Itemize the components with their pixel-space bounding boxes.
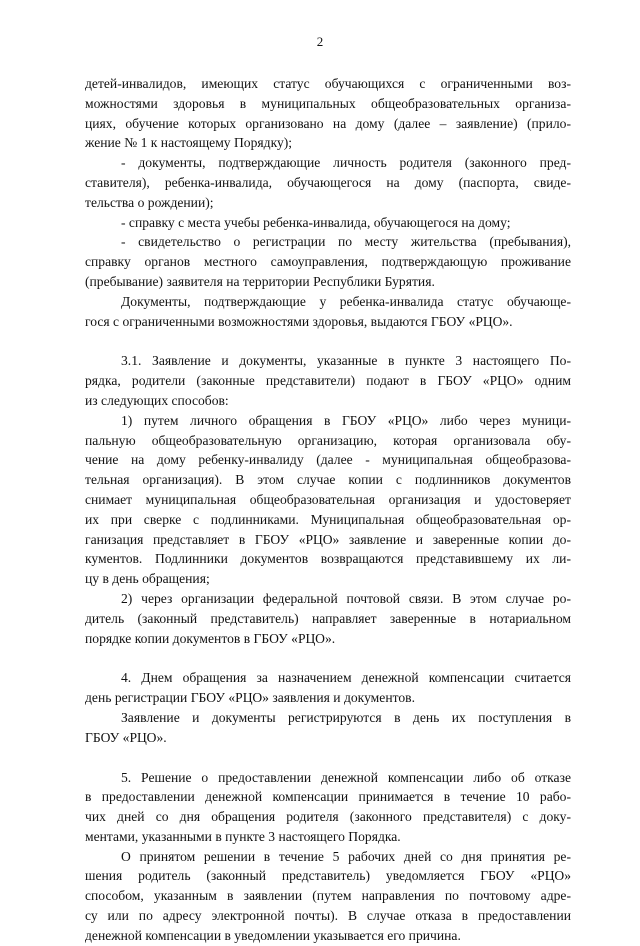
text-line: - документы, подтверждающие личность родителя (законного пред- bbox=[121, 155, 571, 171]
paragraph-gap bbox=[85, 648, 571, 668]
text-line: кументов. Подлинники документов возвращаются представившему их ли- bbox=[85, 551, 571, 567]
text-line: 1) путем личного обращения в ГБОУ «РЦО» либо через муници- bbox=[121, 412, 571, 428]
text-line: чение на дому ребенку-инвалиду (далее - муниципальная общеобразова- bbox=[85, 452, 571, 468]
document-body bbox=[85, 74, 571, 946]
text-line: О принятом решении в течение 5 рабочих дней со дня принятия ре- bbox=[121, 848, 571, 864]
text-line: - справку с места учебы ребенка-инвалида, обучающегося на дому; bbox=[121, 214, 511, 230]
text-line: день регистрации ГБОУ «РЦО» заявления и документов. bbox=[85, 690, 415, 706]
text-line: Заявление и документы регистрируются в день их поступления в bbox=[121, 709, 571, 725]
text-line: 3.1. Заявление и документы, указанные в пункте 3 настоящего По- bbox=[121, 353, 571, 369]
text-line: тельства о рождении); bbox=[85, 194, 214, 210]
text-line: ганизация представляет в ГБОУ «РЦО» заявление и заверенные копии до- bbox=[85, 531, 571, 547]
text-line: снимает муниципальная общеобразовательная организация и удостоверяет bbox=[85, 491, 571, 507]
text-line: Документы, подтверждающие у ребенка-инвалида статус обучающе- bbox=[121, 293, 571, 309]
text-line: - свидетельство о регистрации по месту жительства (пребывания), bbox=[121, 234, 571, 250]
text-line: справку органов местного самоуправления, подтверждающую проживание bbox=[85, 254, 571, 270]
paragraph-gap bbox=[85, 748, 571, 768]
text-line: ментами, указанными в пункте 3 настоящего Порядка. bbox=[85, 828, 401, 844]
text-line: жение № 1 к настоящему Порядку); bbox=[85, 135, 293, 151]
text-line: из следующих способов: bbox=[85, 392, 229, 408]
text-line: их при сверке с подлинниками. Муниципальная общеобразовательная ор- bbox=[85, 511, 571, 527]
text-line: чих дней со дня обращения родителя (законного представителя) с доку- bbox=[85, 809, 571, 825]
text-line: способом, указанным в заявлении (путем направления по почтовому адре- bbox=[85, 888, 571, 904]
text-line: рядка, родители (законные представители) подают в ГБОУ «РЦО» одним bbox=[85, 373, 571, 389]
text-line: ГБОУ «РЦО». bbox=[85, 729, 167, 745]
text-line: су или по адресу электронной почты). В случае отказа в предоставлении bbox=[85, 908, 571, 924]
text-line: денежной компенсации в уведомлении указывается его причина. bbox=[85, 927, 461, 943]
text-line: шения родитель (законный представитель) уведомляется ГБОУ «РЦО» bbox=[85, 868, 571, 884]
page-number: 2 bbox=[316, 34, 324, 49]
text-line: можностями здоровья в муниципальных общеобразовательных организа- bbox=[85, 95, 571, 111]
paragraph-gap bbox=[85, 331, 571, 351]
text-line: 5. Решение о предоставлении денежной компенсации либо об отказе bbox=[121, 769, 571, 785]
text-line: ставителя), ребенка-инвалида, обучающегося на дому (паспорта, свиде- bbox=[85, 174, 571, 190]
text-line: пальную общеобразовательную организацию, которая организовала обу- bbox=[85, 432, 571, 448]
text-line: детей-инвалидов, имеющих статус обучающихся с ограниченными воз- bbox=[85, 76, 571, 91]
text-line: тельная организация). В этом случае копии с подлинников документов bbox=[85, 472, 571, 488]
text-line: цу в день обращения; bbox=[85, 571, 210, 587]
text-line: (пребывание) заявителя на территории Республики Бурятия. bbox=[85, 273, 435, 289]
text-line: гося с ограниченными возможностями здоровья, выдаются ГБОУ «РЦО». bbox=[85, 313, 513, 329]
text-line: в предоставлении денежной компенсации принимается в течение 10 рабо- bbox=[85, 789, 571, 805]
text-line: 4. Днем обращения за назначением денежной компенсации считается bbox=[121, 670, 571, 686]
text-line: циях, обучение которых организовано на дому (далее – заявление) (прило- bbox=[85, 115, 571, 131]
text-line: порядке копии документов в ГБОУ «РЦО». bbox=[85, 630, 336, 646]
text-line: 2) через организации федеральной почтовой связи. В этом случае ро- bbox=[121, 590, 571, 606]
text-line: дитель (законный представитель) направляет заверенные в нотариальном bbox=[85, 610, 571, 626]
